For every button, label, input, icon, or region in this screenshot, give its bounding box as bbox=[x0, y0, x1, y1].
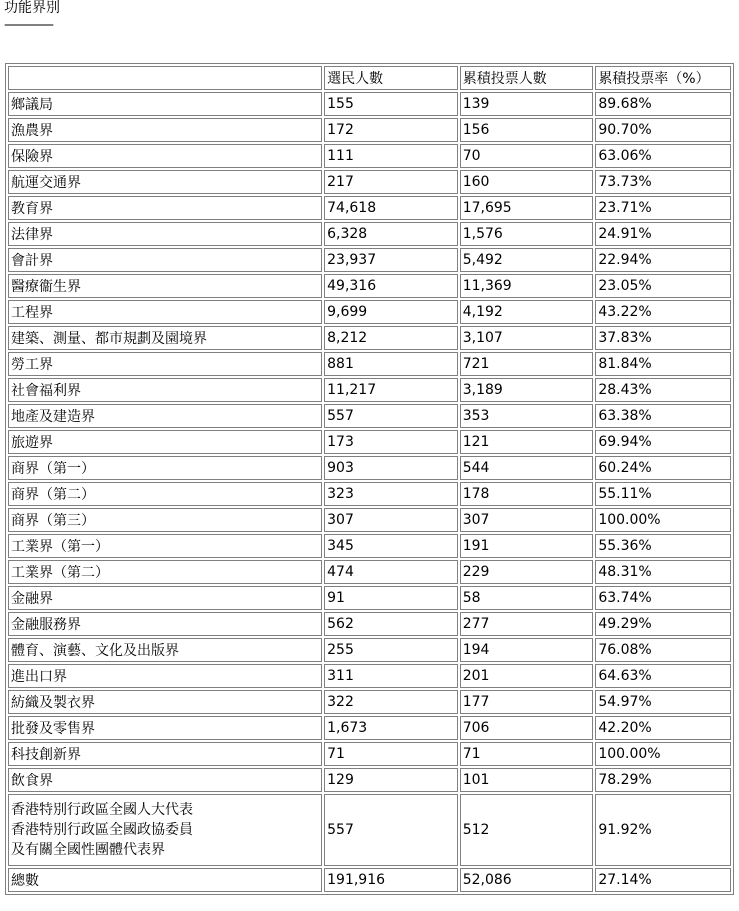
turnout-cell: 3,189 bbox=[460, 378, 594, 402]
turnout-cell: 58 bbox=[460, 586, 594, 610]
constituency-name-line: 及有關全國性團體代表界 bbox=[11, 842, 165, 858]
voters-cell: 557 bbox=[324, 404, 458, 428]
voters-cell: 307 bbox=[324, 508, 458, 532]
title-underline: ———— bbox=[4, 17, 52, 33]
table-row bbox=[8, 196, 731, 220]
voters-cell: 49,316 bbox=[324, 274, 458, 298]
turnout-cell: 101 bbox=[460, 768, 594, 792]
turnout-cell: 11,369 bbox=[460, 274, 594, 298]
turnout-rate-cell: 63.38% bbox=[595, 404, 731, 428]
voters-cell: 217 bbox=[324, 170, 458, 194]
turnout-cell: 706 bbox=[460, 716, 594, 740]
constituency-name: 批發及零售界 bbox=[8, 716, 322, 740]
table-row bbox=[8, 508, 731, 532]
table-row bbox=[8, 690, 731, 714]
header-turnout-rate: 累積投票率（%） bbox=[595, 66, 731, 90]
total-label: 總數 bbox=[8, 868, 322, 892]
constituency-name: 飲食界 bbox=[8, 768, 322, 792]
voters-cell: 562 bbox=[324, 612, 458, 636]
turnout-cell: 277 bbox=[460, 612, 594, 636]
turnout-rate-cell: 100.00% bbox=[595, 742, 731, 766]
table-row bbox=[8, 482, 731, 506]
table-row bbox=[8, 430, 731, 454]
table-row bbox=[8, 274, 731, 298]
turnout-rate-cell: 55.11% bbox=[595, 482, 731, 506]
turnout-rate-cell: 100.00% bbox=[595, 508, 731, 532]
table-row bbox=[8, 612, 731, 636]
table-row bbox=[8, 404, 731, 428]
table-row bbox=[8, 118, 731, 142]
voters-cell: 74,618 bbox=[324, 196, 458, 220]
table-row bbox=[8, 560, 731, 584]
table-row bbox=[8, 456, 731, 480]
constituency-name: 商界（第一） bbox=[8, 456, 322, 480]
turnout-cell: 70 bbox=[460, 144, 594, 168]
voters-cell: 311 bbox=[324, 664, 458, 688]
total-turnout-rate: 27.14% bbox=[595, 868, 731, 892]
turnout-rate-cell: 63.06% bbox=[595, 144, 731, 168]
table-row bbox=[8, 768, 731, 792]
turnout-cell: 721 bbox=[460, 352, 594, 376]
constituency-name: 航運交通界 bbox=[8, 170, 322, 194]
constituency-name-line: 香港特別行政區全國人大代表 bbox=[11, 802, 193, 818]
turnout-cell: 229 bbox=[460, 560, 594, 584]
voters-cell: 111 bbox=[324, 144, 458, 168]
table-row bbox=[8, 378, 731, 402]
turnout-cell: 201 bbox=[460, 664, 594, 688]
constituency-name: 商界（第二） bbox=[8, 482, 322, 506]
turnout-cell: 353 bbox=[460, 404, 594, 428]
turnout-cell: 178 bbox=[460, 482, 594, 506]
turnout-rate-cell: 48.31% bbox=[595, 560, 731, 584]
constituency-name: 教育界 bbox=[8, 196, 322, 220]
page-title: 功能界別 bbox=[4, 0, 60, 16]
turnout-rate-cell: 55.36% bbox=[595, 534, 731, 558]
voters-cell: 71 bbox=[324, 742, 458, 766]
voters-cell: 881 bbox=[324, 352, 458, 376]
turnout-cell: 156 bbox=[460, 118, 594, 142]
constituency-name: 社會福利界 bbox=[8, 378, 322, 402]
constituency-name: 醫療衞生界 bbox=[8, 274, 322, 298]
table-row bbox=[8, 300, 731, 324]
turnout-rate-cell: 69.94% bbox=[595, 430, 731, 454]
table-row bbox=[8, 352, 731, 376]
header-voters: 選民人數 bbox=[324, 66, 458, 90]
turnout-rate-cell: 78.29% bbox=[595, 768, 731, 792]
voters-cell: 11,217 bbox=[324, 378, 458, 402]
turnout-rate-cell: 37.83% bbox=[595, 326, 731, 350]
total-turnout: 52,086 bbox=[460, 868, 594, 892]
constituency-name-line: 香港特別行政區全國政協委員 bbox=[11, 822, 193, 838]
constituency-name: 進出口界 bbox=[8, 664, 322, 688]
turnout-cell: 177 bbox=[460, 690, 594, 714]
turnout-table bbox=[5, 63, 734, 895]
constituency-name: 勞工界 bbox=[8, 352, 322, 376]
turnout-cell: 160 bbox=[460, 170, 594, 194]
voters-cell: 9,699 bbox=[324, 300, 458, 324]
voters-cell: 23,937 bbox=[324, 248, 458, 272]
constituency-name: 法律界 bbox=[8, 222, 322, 246]
voters-cell: 155 bbox=[324, 92, 458, 116]
constituency-name: 會計界 bbox=[8, 248, 322, 272]
turnout-rate-cell: 42.20% bbox=[595, 716, 731, 740]
turnout-rate-cell: 81.84% bbox=[595, 352, 731, 376]
constituency-name bbox=[8, 794, 322, 866]
voters-cell: 173 bbox=[324, 430, 458, 454]
turnout-cell: 71 bbox=[460, 742, 594, 766]
table-header-row bbox=[8, 66, 731, 90]
voters-cell: 557 bbox=[324, 794, 458, 866]
voters-cell: 172 bbox=[324, 118, 458, 142]
constituency-name: 地產及建造界 bbox=[8, 404, 322, 428]
constituency-name: 工業界（第一） bbox=[8, 534, 322, 558]
voters-cell: 474 bbox=[324, 560, 458, 584]
turnout-cell: 17,695 bbox=[460, 196, 594, 220]
turnout-rate-cell: 43.22% bbox=[595, 300, 731, 324]
table-row bbox=[8, 170, 731, 194]
turnout-cell: 5,492 bbox=[460, 248, 594, 272]
constituency-name: 建築、測量、都市規劃及園境界 bbox=[8, 326, 322, 350]
voters-cell: 1,673 bbox=[324, 716, 458, 740]
constituency-name: 金融服務界 bbox=[8, 612, 322, 636]
constituency-name: 保險界 bbox=[8, 144, 322, 168]
voters-cell: 323 bbox=[324, 482, 458, 506]
turnout-rate-cell: 76.08% bbox=[595, 638, 731, 662]
table-row bbox=[8, 664, 731, 688]
header-turnout: 累積投票人數 bbox=[460, 66, 594, 90]
turnout-cell: 139 bbox=[460, 92, 594, 116]
turnout-cell: 307 bbox=[460, 508, 594, 532]
table-row-npc-cppcc bbox=[8, 794, 731, 866]
table-row-total bbox=[8, 868, 731, 892]
voters-cell: 129 bbox=[324, 768, 458, 792]
table-body bbox=[8, 92, 731, 792]
turnout-cell: 1,576 bbox=[460, 222, 594, 246]
turnout-rate-cell: 49.29% bbox=[595, 612, 731, 636]
turnout-cell: 3,107 bbox=[460, 326, 594, 350]
voters-cell: 345 bbox=[324, 534, 458, 558]
turnout-cell: 4,192 bbox=[460, 300, 594, 324]
turnout-rate-cell: 91.92% bbox=[595, 794, 731, 866]
constituency-name: 工程界 bbox=[8, 300, 322, 324]
voters-cell: 91 bbox=[324, 586, 458, 610]
turnout-rate-cell: 28.43% bbox=[595, 378, 731, 402]
constituency-name: 工業界（第二） bbox=[8, 560, 322, 584]
constituency-name: 紡織及製衣界 bbox=[8, 690, 322, 714]
total-voters: 191,916 bbox=[324, 868, 458, 892]
table-row bbox=[8, 248, 731, 272]
table-row bbox=[8, 586, 731, 610]
table-row bbox=[8, 92, 731, 116]
turnout-rate-cell: 90.70% bbox=[595, 118, 731, 142]
turnout-cell: 512 bbox=[460, 794, 594, 866]
turnout-rate-cell: 23.71% bbox=[595, 196, 731, 220]
constituency-name: 旅遊界 bbox=[8, 430, 322, 454]
table-row bbox=[8, 326, 731, 350]
voters-cell: 8,212 bbox=[324, 326, 458, 350]
turnout-cell: 191 bbox=[460, 534, 594, 558]
constituency-name: 金融界 bbox=[8, 586, 322, 610]
table-row bbox=[8, 144, 731, 168]
constituency-name: 漁農界 bbox=[8, 118, 322, 142]
turnout-rate-cell: 24.91% bbox=[595, 222, 731, 246]
table-row bbox=[8, 742, 731, 766]
turnout-rate-cell: 60.24% bbox=[595, 456, 731, 480]
turnout-cell: 121 bbox=[460, 430, 594, 454]
table-row bbox=[8, 638, 731, 662]
turnout-rate-cell: 22.94% bbox=[595, 248, 731, 272]
voters-cell: 903 bbox=[324, 456, 458, 480]
table-row bbox=[8, 716, 731, 740]
turnout-rate-cell: 54.97% bbox=[595, 690, 731, 714]
header-constituency bbox=[8, 66, 322, 90]
voters-cell: 255 bbox=[324, 638, 458, 662]
turnout-cell: 544 bbox=[460, 456, 594, 480]
turnout-rate-cell: 63.74% bbox=[595, 586, 731, 610]
turnout-rate-cell: 89.68% bbox=[595, 92, 731, 116]
constituency-name: 體育、演藝、文化及出版界 bbox=[8, 638, 322, 662]
table-row bbox=[8, 534, 731, 558]
constituency-name: 鄉議局 bbox=[8, 92, 322, 116]
turnout-rate-cell: 64.63% bbox=[595, 664, 731, 688]
voters-cell: 322 bbox=[324, 690, 458, 714]
voters-cell: 6,328 bbox=[324, 222, 458, 246]
constituency-name: 商界（第三） bbox=[8, 508, 322, 532]
turnout-cell: 194 bbox=[460, 638, 594, 662]
constituency-name: 科技創新界 bbox=[8, 742, 322, 766]
turnout-rate-cell: 23.05% bbox=[595, 274, 731, 298]
table-row bbox=[8, 222, 731, 246]
turnout-rate-cell: 73.73% bbox=[595, 170, 731, 194]
